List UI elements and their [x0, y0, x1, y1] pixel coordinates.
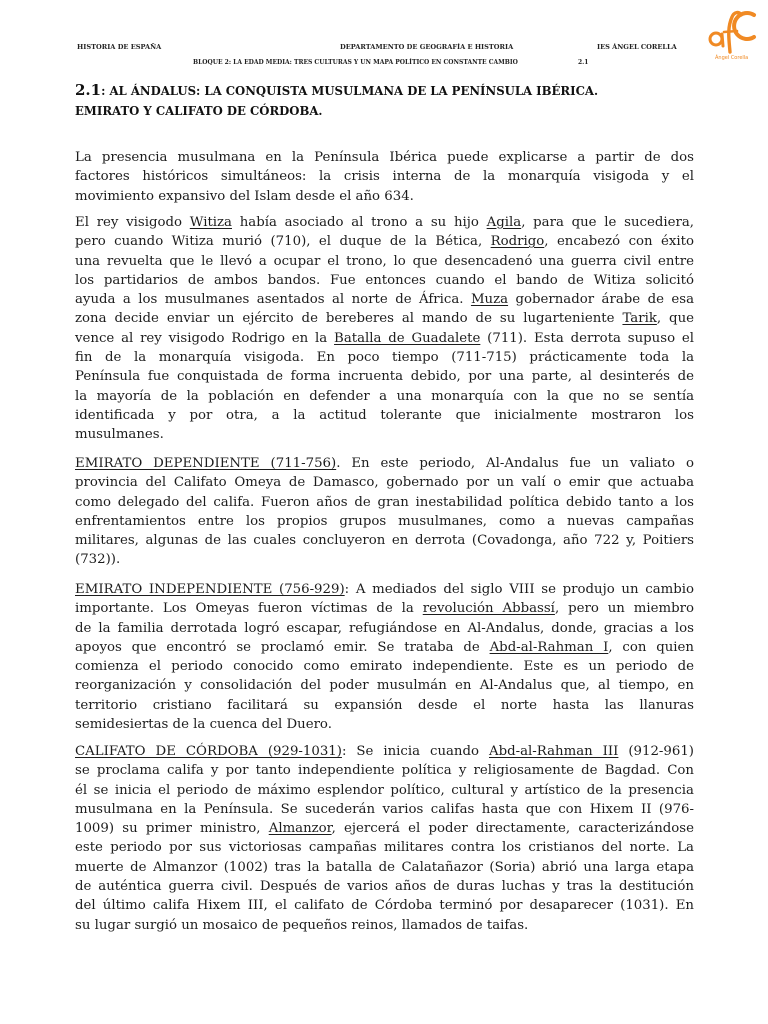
underlined-term: Abd-al-Rahman III: [488, 744, 619, 759]
text-run: había asociado al trono a su hijo: [231, 215, 487, 230]
text-line: [75, 329, 694, 348]
text-run: territorio cristiano facilitará su expansión desde el norte hasta las llanuras: [75, 697, 694, 713]
text-run: los partidarios de ambos bandos. Fue entonces cuando el bando de Witiza solicitó: [75, 272, 694, 288]
text-run: militares, algunas de las cuales concluyeron en derrota (Covadonga, año 722 y, Poitiers: [75, 533, 694, 549]
text-run: gobernador árabe de esa: [508, 292, 694, 308]
text-line: [75, 916, 694, 935]
text-line: [75, 309, 694, 328]
text-run: (732)).: [75, 552, 121, 568]
text-run: una revuelta que le llevó a ocupar el trono, lo que desencadenó una guerra civil entre: [75, 253, 694, 269]
text-run: reorganización y consolidación del poder musulmán en Al-Andalus que, al tiempo, en: [75, 678, 694, 694]
text-line: [75, 406, 694, 425]
text-run: como delegado del califa. Fueron años de gran inestabilidad política debido tanto a los: [75, 494, 694, 510]
text-run: semidesiertas de la cuenca del Duero.: [75, 717, 332, 733]
text-run: Península fue conquistada de forma incruenta debido, por una parte, al desinterés de: [75, 369, 694, 385]
text-line: [75, 638, 694, 657]
text-run: muerte de Almanzor (1002) tras la batalla de Calatañazor (Soria) abrió una larga etapa: [75, 859, 694, 875]
underlined-term: EMIRATO INDEPENDIENTE (756-929): [75, 582, 345, 597]
text-run: este periodo por sus victoriosas campañas militares contra los cristianos del norte. La: [75, 840, 694, 856]
underlined-term: Muza: [470, 292, 509, 308]
text-line: [75, 742, 694, 761]
text-run: él se inicia el periodo de máximo esplendor político, cultural y artístico de la presencia: [75, 782, 694, 798]
text-run: musulmana en la Península. Se sucederán varios califas hasta que con Hixem II (976-: [75, 801, 694, 817]
underlined-term: Rodrigo: [490, 234, 545, 250]
text-line: [75, 896, 694, 915]
text-run: pero cuando Witiza murió (710), el duque de la Bética,: [75, 234, 491, 250]
text-run: , con quien: [608, 639, 694, 655]
text-run: El rey visigodo: [75, 215, 190, 230]
text-run: zona decide enviar un ejército de bereberes al mando de su lugarteniente: [75, 311, 623, 327]
text-line: [75, 819, 694, 838]
text-line: [75, 425, 694, 444]
text-line: [75, 473, 694, 492]
text-line: [75, 493, 694, 512]
text-run: : A mediados del siglo VIII se produjo un cambio: [344, 582, 695, 597]
text-line: [75, 676, 694, 695]
text-line: [75, 387, 694, 406]
text-run: del último califa Hixem III, el califato de Córdoba terminó por desaparecer (1031). En: [75, 898, 694, 914]
text-run: apoyos que encontró se proclamó emir. Se trataba de: [75, 639, 490, 655]
text-run: , ejercerá el poder directamente, caracterizándose: [331, 821, 694, 837]
underlined-term: Tarik: [622, 311, 657, 327]
text-run: importante. Los Omeyas fueron víctimas de la: [75, 601, 423, 617]
page-title: [75, 80, 598, 121]
paragraph-emirato-dependiente: [75, 454, 694, 570]
text-run: 1009) su primer ministro,: [75, 821, 269, 837]
text-line: [75, 781, 694, 800]
text-line: [75, 599, 694, 618]
text-run: , que: [656, 311, 695, 327]
text-run: enfrentamientos entre los propios grupos musulmanes, como a nuevas campañas: [75, 513, 694, 529]
text-run: , encabezó con éxito: [544, 234, 694, 250]
text-run: movimiento expansivo del Islam desde el año 634.: [75, 188, 414, 204]
underlined-term: EMIRATO DEPENDIENTE (711-756): [75, 456, 337, 471]
title-line-2: EMIRATO Y CALIFATO DE CÓRDOBA.: [75, 104, 323, 118]
block-title: BLOQUE 2: LA EDAD MEDIA: TRES CULTURAS Y UN MAPA POLÍTICO EN CONSTANTE CAMBIO: [193, 59, 518, 66]
subject-label: HISTORIA DE ESPAÑA: [77, 43, 162, 51]
text-line: [75, 167, 694, 186]
logo-letter-a-stem: [722, 34, 723, 46]
underlined-term: revolución Abbassí: [422, 601, 555, 617]
school-name: IES ÁNGEL CORELLA: [597, 43, 677, 51]
text-line: [75, 148, 694, 167]
underlined-term: CALIFATO DE CÓRDOBA (929-1031): [75, 744, 342, 759]
text-run: . En este periodo, Al-Andalus fue un valiato o: [336, 456, 694, 471]
text-run: , pero un miembro: [554, 601, 694, 617]
text-run: comienza el periodo conocido como emirato independiente. Este es un periodo de: [75, 659, 694, 675]
school-logo: [697, 4, 759, 62]
text-line: [75, 232, 694, 251]
paragraph-emirato-independiente: [75, 580, 694, 734]
text-run: factores históricos simultáneos: la crisis interna de la monarquía visigoda y el: [75, 169, 694, 185]
text-run: vence al rey visigodo Rodrigo en la: [75, 330, 335, 346]
text-line: [75, 290, 694, 309]
underlined-term: Almanzor: [268, 821, 332, 837]
text-run: (912-961): [618, 744, 694, 759]
text-run: ayuda a los musulmanes asentados al norte de África.: [75, 292, 471, 308]
title-heading: : AL ÁNDALUS: LA CONQUISTA MUSULMANA DE LA PENÍNSULA IBÉRICA.: [101, 84, 599, 98]
text-run: fin de la monarquía visigoda. En poco tiempo (711-715) prácticamente toda la: [75, 350, 694, 366]
logo-caption: Ángel Corella: [715, 55, 749, 61]
text-line: [75, 454, 694, 473]
text-run: musulmanes.: [75, 427, 164, 443]
text-line: [75, 858, 694, 877]
text-line: [75, 348, 694, 367]
underlined-term: Agila: [486, 215, 522, 230]
logo-letter-a: [710, 33, 722, 45]
text-run: identificada y por otra, a la actitud tolerante que inicialmente mostraron los: [75, 407, 694, 423]
paragraph-califato: [75, 742, 694, 935]
text-run: la mayoría de la población en defender a una monarquía con la que no se sentía: [75, 388, 694, 404]
underlined-term: Abd-al-Rahman I: [489, 639, 609, 655]
department-label: DEPARTAMENTO DE GEOGRAFÍA E HISTORIA: [340, 43, 514, 51]
underlined-term: Witiza: [189, 215, 232, 230]
text-line: [75, 550, 694, 569]
logo-letter-c: [734, 13, 754, 39]
text-line: [75, 512, 694, 531]
text-run: La presencia musulmana en la Península Ibérica puede explicarse a partir de dos: [75, 150, 694, 165]
text-line: [75, 838, 694, 857]
text-run: : Se inicia cuando: [341, 744, 489, 759]
text-line: [75, 657, 694, 676]
underlined-term: Batalla de Guadalete: [334, 330, 481, 346]
paragraph-conquest: [75, 213, 694, 445]
text-line: [75, 715, 694, 734]
text-line: [75, 187, 694, 206]
text-line: [75, 580, 694, 599]
text-run: , para que le sucediera,: [521, 215, 694, 230]
text-run: de la familia derrotada logró escapar, refugiándose en Al-Andalus, donde, gracias a los: [75, 620, 694, 636]
text-line: [75, 877, 694, 896]
unit-number: 2.1: [578, 59, 589, 66]
text-line: [75, 800, 694, 819]
text-line: [75, 367, 694, 386]
text-run: de auténtica guerra civil. Después de varios años de duras luchas y tras la destitución: [75, 879, 694, 895]
text-line: [75, 252, 694, 271]
text-run: se proclama califa y por tanto independiente política y religiosamente de Bagdad. Con: [75, 763, 694, 779]
text-line: [75, 531, 694, 550]
text-line: [75, 761, 694, 780]
text-run: su lugar surgió un mosaico de pequeños reinos, llamados de taifas.: [75, 917, 529, 933]
title-line-1: [75, 80, 598, 101]
title-number: 2.1: [75, 81, 102, 99]
text-line: [75, 213, 694, 232]
text-run: provincia del Califato Omeya de Damasco, gobernado por un valí o emir que actuaba: [75, 475, 694, 491]
text-line: [75, 271, 694, 290]
text-run: (711). Esta derrota supuso el: [480, 330, 695, 346]
text-line: [75, 619, 694, 638]
text-line: [75, 696, 694, 715]
paragraph-intro: [75, 148, 694, 206]
